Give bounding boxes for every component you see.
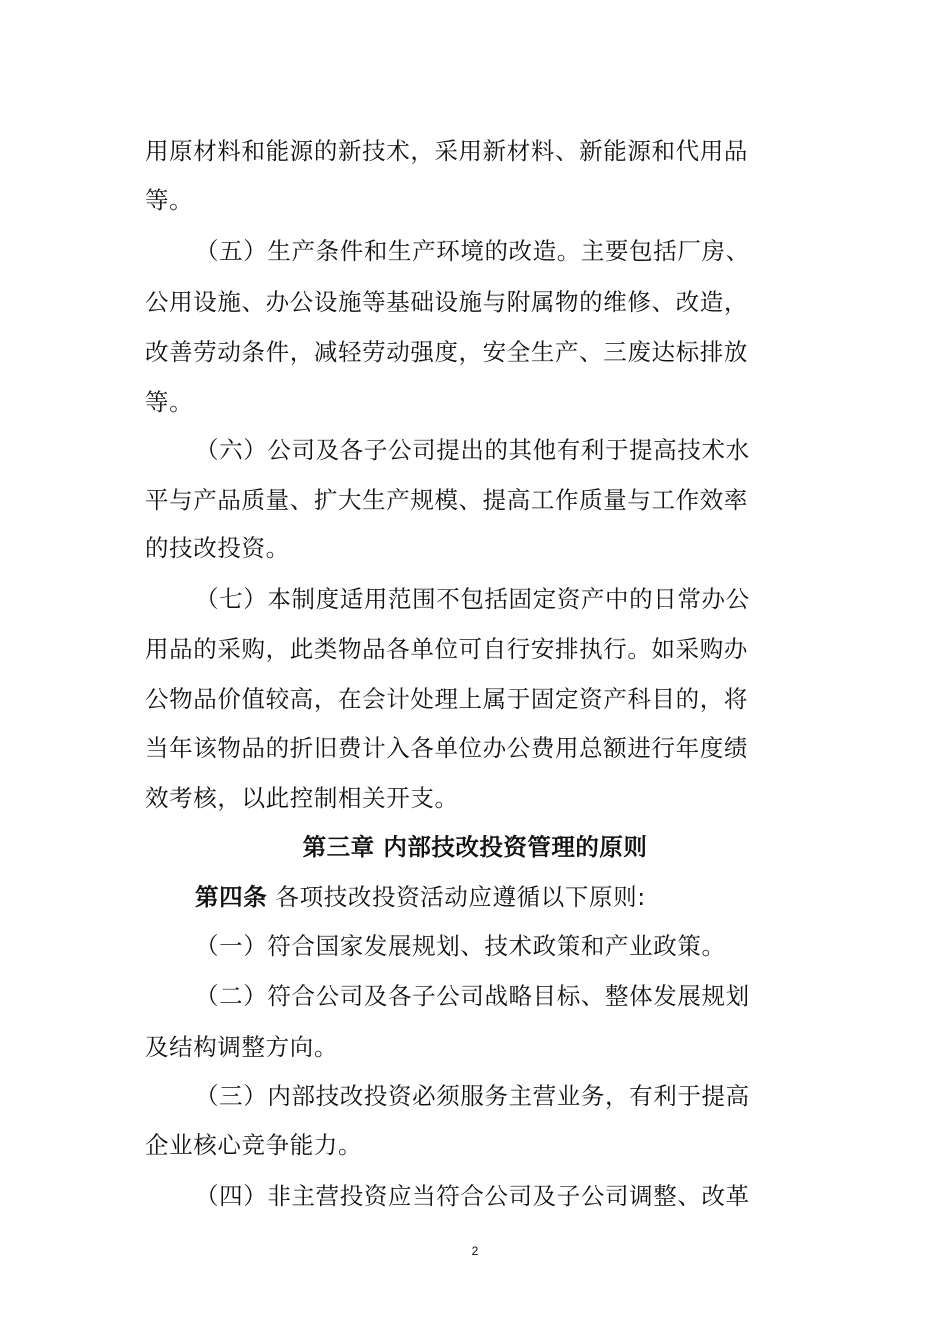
body-text-line: 公物品价值较高，在会计处理上属于固定资产科目的，将 — [145, 685, 748, 713]
body-text-line: 平与产品质量、扩大生产规模、提高工作质量与工作效率 — [145, 486, 748, 514]
body-text-line: 用品的采购，此类物品各单位可自行安排执行。如采购办 — [145, 635, 748, 663]
principle-line: （三）内部技改投资必须服务主营业务，有利于提高 — [195, 1082, 750, 1110]
article-text: 各项技改投资活动应遵循以下原则: — [267, 883, 646, 911]
body-text-line: 效考核，以此控制相关开支。 — [145, 784, 459, 812]
chapter-heading: 第三章 内部技改投资管理的原则 — [302, 833, 648, 861]
article-label: 第四条 — [195, 883, 268, 911]
body-text-line: （七）本制度适用范围不包括固定资产中的日常办公 — [195, 585, 750, 613]
body-text-line: 改善劳动条件，减轻劳动强度，安全生产、三废达标排放 — [145, 338, 748, 366]
body-text-line: 的技改投资。 — [145, 534, 290, 562]
body-text-line: 公用设施、办公设施等基础设施与附属物的维修、改造， — [145, 288, 748, 316]
body-text-line: （六）公司及各子公司提出的其他有利于提高技术水 — [195, 436, 750, 464]
body-text-line: （五）生产条件和生产环境的改造。主要包括厂房、 — [195, 237, 750, 265]
principle-line: （一）符合国家发展规划、技术政策和产业政策。 — [195, 932, 726, 960]
body-text-line: 等。 — [145, 186, 194, 214]
article-line — [195, 882, 646, 912]
page-number: 2 — [471, 1244, 479, 1258]
principle-line: （四）非主营投资应当符合公司及子公司调整、改革 — [195, 1182, 750, 1210]
body-text-line: 用原材料和能源的新技术，采用新材料、新能源和代用品 — [145, 137, 748, 165]
body-text-line: 等。 — [145, 388, 194, 416]
principle-line: （二）符合公司及各子公司战略目标、整体发展规划 — [195, 982, 750, 1010]
principle-line: 及结构调整方向。 — [145, 1033, 338, 1061]
principle-line: 企业核心竞争能力。 — [145, 1131, 363, 1159]
body-text-line: 当年该物品的折旧费计入各单位办公费用总额进行年度绩 — [145, 734, 748, 762]
